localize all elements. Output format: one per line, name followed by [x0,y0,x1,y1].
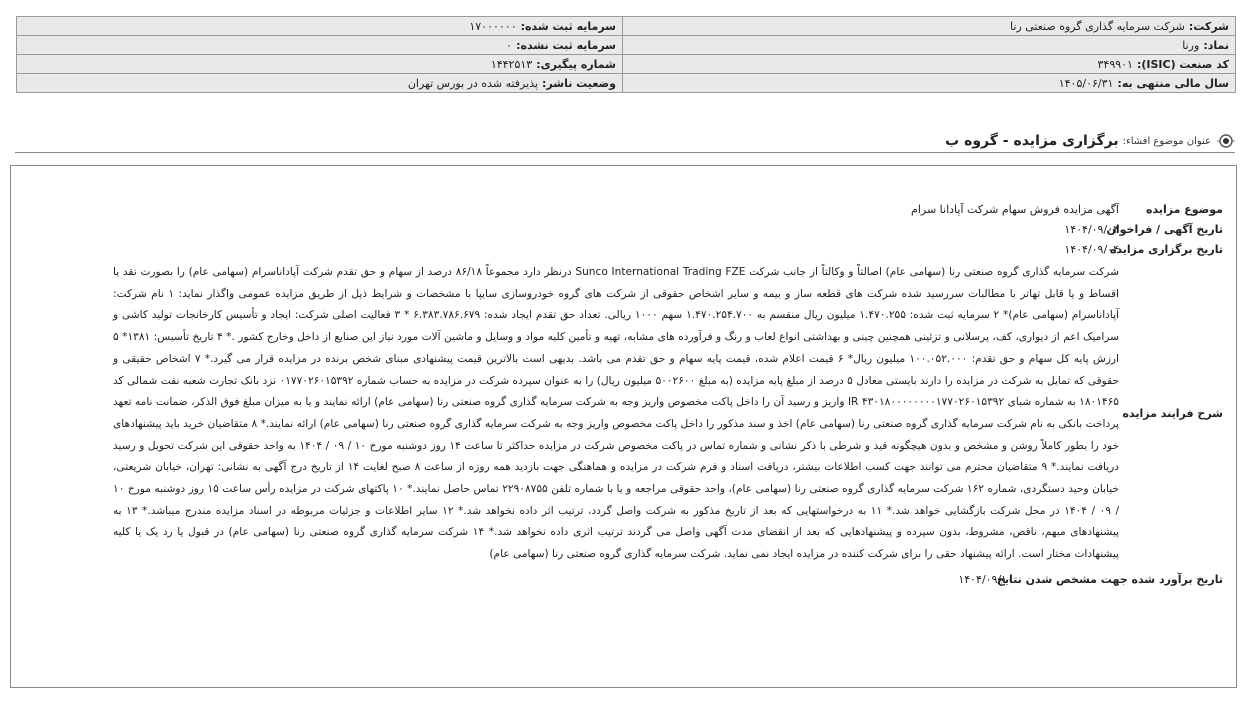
holding-date-row [113,240,1223,260]
holding-date-value: ۱۴۰۴/۰۹/۰۴ [1064,243,1119,256]
publisher-status-label: وضعیت ناشر: [542,76,616,90]
company-cell [623,17,1236,36]
symbol-label: نماد: [1203,38,1229,52]
radio-target-icon [1217,132,1235,150]
isic-value: ۳۴۹۹۰۱ [1097,57,1133,71]
auction-subject-row [113,200,1223,220]
unregistered-capital-value: ۰ [506,38,513,52]
announcement-date-value: ۱۴۰۴/۰۹/۰۴ [1064,223,1119,236]
subject-header [15,130,1235,153]
publisher-status-cell [17,74,623,93]
company-info-table [16,16,1236,93]
isic-cell [623,55,1236,74]
result-date-label: تاریخ برآورد شده جهت مشخص شدن نتایج [997,572,1223,586]
subject-title: برگزاری مزایده - گروه ب [945,133,1119,149]
tracking-label: شماره پیگیری: [536,57,616,71]
description-row [113,262,1223,566]
description-text: شرکت سرمایه گذاری گروه صنعتی رنا (سهامی عام) اصالتاً و وکالتاً از جانب شرکت Sunco International Trading FZE درنظر دارد مجموعاً ۸۶/۱۸ درصد از سهام و حق تقدم شرکت آپاداناسرام (سهامی عام) را بصورت نقد یا اقساط و یا قابل تهاتر با مطالبات سررسید شده شرکت های قطعه ساز و بیمه و سایر اشخاص حقوقی از شرکت های گروه خودروسازی سایپا با مشخصات و شرایط ذیل از طریق مزایده عمومی واگذار نماید: ۱ نام شرکت: آپاداناسرام (سهامی عام)* ۲ سرمایه ثبت شده: ۱.۴۷۰.۲۵۵ میلیون ریال منقسم به ۱.۴۷۰.۲۵۴.۷۰۰ سهم ۱۰۰۰ ریالی. تعداد حق تقدم ایجاد شده: ۶.۳۸۳.۷۸۶.۶۷۹ * ۳ فعالیت اصلی شرکت: ایجاد و تأسیس کارخانجات تولید کاشی و سرامیک اعم از دیواری، کف، پرسلانی و تزئینی همچنین چینی و بهداشتی انواع لعاب و رنگ و فرآورده های مشابه، تهیه و تأمین کلیه مواد و وسایل و ماشین آلات مورد نیاز این صنایع از داخل وخارج کشور .* ۴ تاریخ تأسیس: ۱۳۸۱* ۵ ارزش پایه کل سهام و حق تقدم: ۱۰۰.۰۵۲.۰۰۰ میلیون ریال* ۶ قیمت اعلام شده، قیمت پایه سهام و حق تقدم می باشد. بدیهی است بالاترین قیمت پیشنهادی مبنای شخص برنده در مزایده قرار می گیرد.* ۷ اشخاص حقیقی و حقوقی که تمایل به شرکت در مزایده را دارند بایستی معادل ۵ درصد از مبلغ پایه مزایده (به مبلغ ۵۰۰۲۶۰۰ میلیون ریال) را به عنوان سپرده شرکت در مزایده به حساب شماره ۰۱۷۷۰۲۶۰۱۵۳۹۲ نزد بانک تجارت شعبه نفت شمالی کد ۱۸۰۱۴۶۵ به شماره شبای IR ۴۳۰۱۸۰۰۰۰۰۰۰۰۱۷۷۰۲۶۰۱۵۳۹۲ واریز و رسید آن را داخل پاکت مخصوص واریز وجه به شرکت سرمایه گذاری گروه صنعتی رنا (سهامی عام) ارائه نمایند و یا به میزان مبلغ فوق الذکر، ضمانت نامه تعهد پرداخت بانکی به نام شرکت سرمایه گذاری گروه صنعتی رنا (سهامی عام) اخذ و سند مذکور را داخل پاکت مخصوص واریز وجه به شرکت سرمایه گذاری گروه صنعتی رنا (سهامی عام) ارائه نمایند.* ۸ متقاضیان خرید باید پیشنهادهای خود را بطور کاملاً روشن و مشخص و بدون هیچگونه قید و شرطی با ذکر نشانی و شماره تماس در پاکت مخصوص شرکت در مزایده حداکثر تا ساعت ۱۴ روز دوشنبه مورخ ۱۰ / ۰۹ / ۱۴۰۴ به واحد حقوقی این شرکت تحویل و رسید دریافت نمایند.* ۹ متقاضیان محترم می توانند جهت کسب اطلاعات بیشتر، دریافت اسناد و فرم شرکت در مزایده و هماهنگی جهت بازدید همه روزه از ساعت ۸ صبح لغایت ۱۴ از تاریخ درج آگهی به نشانی: تهران، خیابان شریعتی، خیابان وحید دستگردی، شماره ۱۶۲ شرکت سرمایه گذاری گروه صنعتی رنا (سهامی عام)، واحد حقوقی مراجعه و یا با شماره تلفن ۲۲۹۰۸۷۵۵ تماس حاصل نمایند.* ۱۰ پاکتهای شرکت در مزایده رأس ساعت ۱۵ روز دوشنبه مورخ ۱۰ / ۰۹ / ۱۴۰۴ در محل شرکت بازگشایی خواهد شد.* ۱۱ به درخواستهایی که بعد از تاریخ مذکور به شرکت واصل گردد، ترتیب اثر داده نخواهد شد.* ۱۲ سایر اطلاعات و جزئیات مربوطه در اسناد مزایده مندرج میباشد.* ۱۳ به پیشنهادهای مبهم، ناقص، مشروط، بدون سپرده و پیشنهادهایی که بعد از انقضای مدت آگهی واصل می گردند ترتیب اثری داده نخواهد شد.* ۱۴ شرکت سرمایه گذاری گروه صنعتی رنا (سهامی عام) در قبول یا رد یک یا کلیه پیشنهادات مختار است. ارائه پیشنهاد حقی را برای شرکت کننده در مزایده ایجاد نمی نماید. شرکت سرمایه گذاری گروه صنعتی رنا (سهامی عام) [113,266,1120,561]
unregistered-capital-cell [17,36,623,55]
subject-prefix: عنوان موضوع افشاء: [1122,135,1211,147]
tracking-cell [17,55,623,74]
fiscal-year-value: ۱۴۰۵/۰۶/۳۱ [1058,76,1114,90]
isic-label: کد صنعت (ISIC): [1136,57,1229,71]
symbol-value: ورنا [1182,38,1200,52]
announcement-date-row [113,220,1223,240]
symbol-cell [623,36,1236,55]
registered-capital-cell [17,17,623,36]
auction-subject-value: آگهی مزایده فروش سهام شرکت آپادانا سرام [911,203,1119,216]
details-panel [10,165,1237,688]
info-row [17,36,1236,55]
details-list [113,200,1223,590]
info-row [17,74,1236,93]
result-date-value: ۱۴۰۴/۰۹/۱۰ [958,572,1013,586]
holding-date-label: تاریخ برگزاری مزایده [1109,243,1223,256]
fiscal-year-label: سال مالی منتهی به: [1117,76,1229,90]
registered-capital-value: ۱۷۰۰۰۰۰۰ [469,19,517,33]
unregistered-capital-label: سرمایه ثبت نشده: [516,38,616,52]
fiscal-year-cell [623,74,1236,93]
company-value: شرکت سرمایه گذاری گروه صنعتی رنا [1010,19,1185,33]
registered-capital-label: سرمایه ثبت شده: [520,19,616,33]
announcement-date-label: تاریخ آگهی / فراخوان [1106,223,1223,236]
description-label: شرح فرایند مزایده [1122,406,1223,420]
auction-subject-label: موضوع مزایده [1146,203,1223,216]
info-row [17,55,1236,74]
tracking-value: ۱۴۴۲۵۱۳ [490,57,533,71]
result-date-row [113,570,1223,590]
company-label: شرکت: [1188,19,1229,33]
info-row [17,17,1236,36]
publisher-status-value: پذیرفته شده در بورس تهران [407,76,539,90]
